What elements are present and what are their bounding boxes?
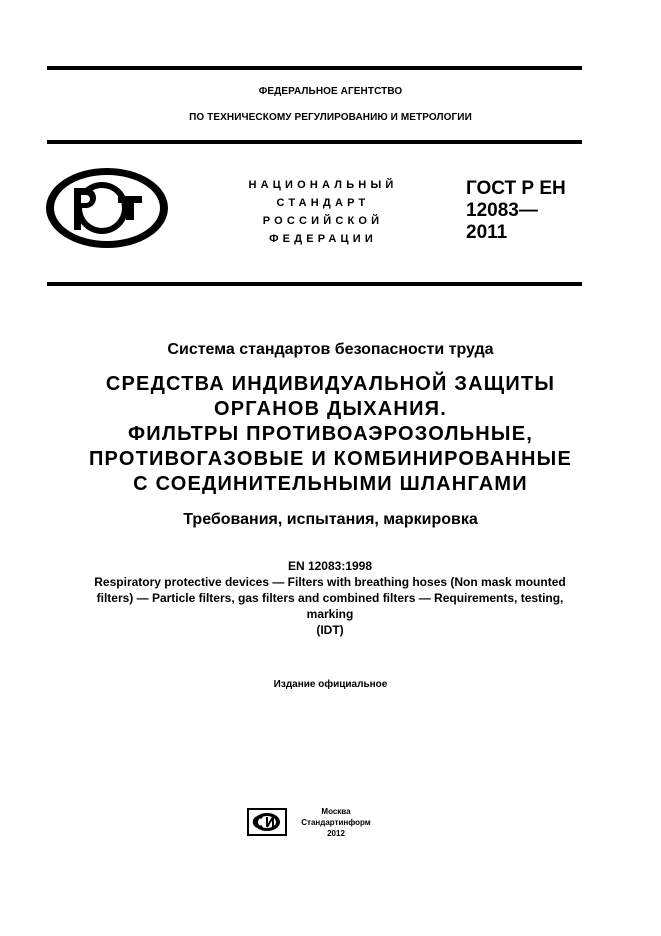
national-standard-line-1: НАЦИОНАЛЬНЫЙ xyxy=(248,179,398,191)
publisher-name: Стандартинформ xyxy=(301,818,371,827)
publisher-year: 2012 xyxy=(327,829,345,838)
en-title-line-2: filters) — Particle filters, gas filters and combined filters — Requirements, testing, xyxy=(96,591,564,605)
main-title-line-5: С СОЕДИНИТЕЛЬНЫМИ ШЛАНГАМИ xyxy=(133,473,528,495)
en-title-line-3: marking xyxy=(306,607,354,621)
main-title xyxy=(0,372,661,497)
designation-line-2: 12083— xyxy=(466,200,538,221)
en-title-line-1: Respiratory protective devices — Filters with breathing hoses (Non mask mounted xyxy=(94,575,566,589)
agency-rule xyxy=(47,140,582,144)
standard-designation xyxy=(466,178,586,244)
en-number: EN 12083:1998 xyxy=(287,559,373,573)
designation-line-1: ГОСТ Р ЕН xyxy=(466,178,566,199)
subtitle: Требования, испытания, маркировка xyxy=(183,511,478,528)
agency-line-1: ФЕДЕРАЛЬНОЕ АГЕНТСТВО xyxy=(258,86,403,97)
national-standard-line-3: РОССИЙСКОЙ xyxy=(262,215,384,227)
publisher-city: Москва xyxy=(321,807,351,816)
main-title-line-2: ОРГАНОВ ДЫХАНИЯ. xyxy=(214,398,447,420)
top-rule xyxy=(47,66,582,70)
rst-logo-icon xyxy=(44,166,170,250)
national-standard-line-2: СТАНДАРТ xyxy=(276,197,370,209)
edition-note: Издание официальное xyxy=(273,679,388,690)
series-title: Система стандартов безопасности труда xyxy=(167,341,494,358)
main-title-line-4: ПРОТИВОГАЗОВЫЕ И КОМБИНИРОВАННЫЕ xyxy=(88,448,573,470)
en-reference xyxy=(30,558,630,638)
national-standard-label xyxy=(226,176,420,248)
standartinform-logo-icon xyxy=(247,808,287,836)
header-bottom-rule xyxy=(47,282,582,286)
main-title-line-3: ФИЛЬТРЫ ПРОТИВОАЭРОЗОЛЬНЫЕ, xyxy=(128,423,533,445)
designation-line-3: 2011 xyxy=(466,222,508,243)
agency-line-2: ПО ТЕХНИЧЕСКОМУ РЕГУЛИРОВАНИЮ И МЕТРОЛОГИИ xyxy=(189,112,472,123)
national-standard-line-4: ФЕДЕРАЦИИ xyxy=(269,233,377,245)
main-title-line-1: СРЕДСТВА ИНДИВИДУАЛЬНОЙ ЗАЩИТЫ xyxy=(105,373,556,395)
en-status: (IDT) xyxy=(316,623,344,637)
publisher-info xyxy=(288,806,384,839)
